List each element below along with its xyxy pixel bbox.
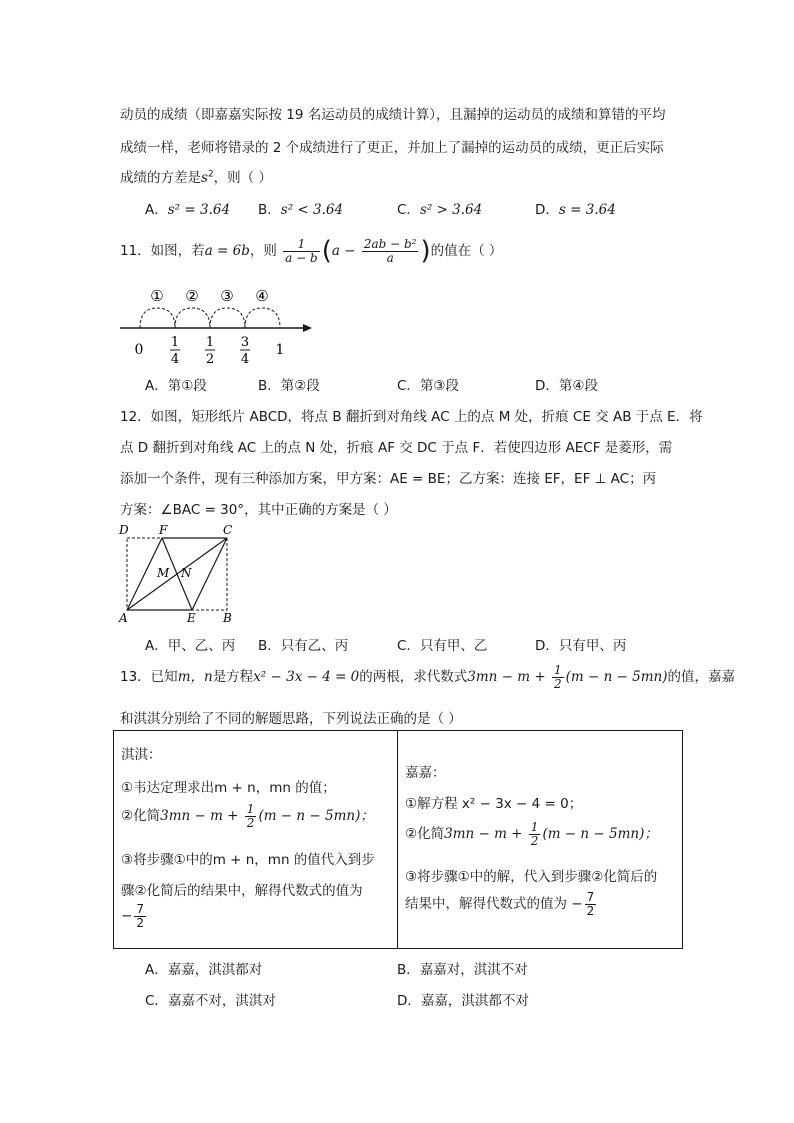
left-name: 淇淇：	[121, 747, 162, 763]
tick-three-quarter-den: 4	[240, 352, 250, 367]
left-step2: ②化简3mn − m + $\frac{1}{2}$ (m − n − 5mn)；	[121, 802, 374, 830]
label-D: D	[119, 523, 129, 537]
rectangle-figure	[115, 520, 245, 625]
segment-label-2: ②	[185, 287, 199, 305]
label-E: E	[187, 611, 196, 625]
right-step2: ②化简3mn − m + $\frac{1}{2}$ (m − n − 5mn)；	[405, 820, 658, 848]
left-step1: ①韦达定理求出m + n，mn 的值；	[121, 780, 336, 796]
q11-frac2: $\frac{\text{2ab − b²}}{a}$	[363, 236, 417, 265]
q10-line1: 动员的成绩（即嘉嘉实际按 19 名运动员的成绩计算），且漏掉的运动员的成绩和算错的平均	[120, 107, 666, 123]
q10-line2: 成绩一样，老师将错录的 2 个成绩进行了更正，并加上了漏掉的运动员的成绩，更正后实际	[120, 140, 664, 156]
q11-option-c[interactable]: C．第③段	[397, 378, 460, 394]
q11-option-d[interactable]: D．第④段	[535, 378, 599, 394]
q13-option-b[interactable]: B．嘉嘉对，淇淇不对	[397, 962, 528, 978]
left-answer: − $\frac{7}{2}$	[121, 902, 144, 930]
q12-line3: 添加一个条件，现有三种添加方案，甲方案：AE = BE；乙方案：连接 EF，EF ⊥ AC；丙	[120, 471, 657, 487]
q12-option-b[interactable]: B．只有乙、丙	[258, 638, 349, 654]
q11-frac1: $\frac{1}{a - b}$	[285, 236, 318, 265]
segment-label-3: ③	[220, 287, 234, 305]
q13-stem: 13．已知m，n是方程x² − 3x − 4 = 0的两根，求代数式3mn − m + $\frac{1}{2}$ (m − n − 5mn)的值，嘉嘉	[120, 663, 736, 691]
right-step1: ①解方程 x² − 3x − 4 = 0；	[405, 796, 583, 812]
tick-1: 1	[275, 342, 285, 358]
tick-0: 0	[134, 342, 144, 358]
q10-option-b[interactable]: B．s² < 3.64	[258, 202, 344, 218]
right-step4: 结果中，解得代数式的值为 − $\frac{7}{2}$	[405, 890, 595, 918]
q13-option-a[interactable]: A．嘉嘉，淇淇都对	[145, 962, 263, 978]
q10-option-c[interactable]: C．s² > 3.64	[397, 202, 483, 218]
left-step3: ③将步骤①中的m + n，mn 的值代入到步	[121, 852, 375, 868]
tick-half-den: 2	[205, 352, 215, 367]
label-C: C	[223, 523, 233, 537]
q12-option-c[interactable]: C．只有甲、乙	[397, 638, 488, 654]
q13-option-c[interactable]: C．嘉嘉不对，淇淇对	[145, 993, 276, 1009]
label-B: B	[223, 611, 232, 625]
q10-option-d[interactable]: D．s = 3.64	[535, 202, 616, 218]
q13-line2: 和淇淇分别给了不同的解题思路，下列说法正确的是（ ）	[120, 711, 462, 727]
q11-option-b[interactable]: B．第②段	[258, 378, 320, 394]
label-N: N	[181, 566, 192, 580]
q12-line4: 方案：∠BAC = 30°，其中正确的方案是（ ）	[120, 502, 397, 518]
right-step3: ③将步骤①中的解，代入到步骤②化简后的	[405, 869, 658, 885]
q12-option-a[interactable]: A．甲、乙、丙	[145, 638, 236, 654]
q11-option-a[interactable]: A．第①段	[145, 378, 207, 394]
right-name: 嘉嘉：	[405, 765, 446, 781]
q12-line1: 12．如图，矩形纸片 ABCD，将点 B 翻折到对角线 AC 上的点 M 处，折痕 CE 交 AB 于点 E．将	[120, 409, 703, 425]
label-A: A	[119, 611, 128, 625]
tick-quarter-den: 4	[170, 352, 180, 367]
label-M: M	[157, 566, 170, 580]
tick-quarter-num: 1	[170, 335, 180, 350]
table-divider	[397, 731, 398, 948]
segment-label-4: ④	[255, 287, 269, 305]
q13-option-d[interactable]: D．嘉嘉，淇淇都不对	[397, 993, 529, 1009]
solution-comparison-table	[113, 730, 683, 949]
label-F: F	[159, 523, 168, 537]
tick-three-quarter-num: 3	[240, 335, 250, 350]
q10-option-a[interactable]: A．s² = 3.64	[145, 202, 231, 218]
tick-half-num: 1	[205, 335, 215, 350]
left-step4: 骤②化简后的结果中，解得代数式的值为	[121, 883, 363, 899]
q12-line2: 点 D 翻折到对角线 AC 上的点 N 处，折痕 AF 交 DC 于点 F．若使四边形 AECF 是菱形，需	[120, 440, 673, 456]
q11-stem: 11．如图，若a = 6b，则 $\frac{1}{a - b}$ (a − $\frac{\text{2ab − b²}}{a}$ )的值在（ ）	[120, 236, 503, 266]
q12-option-d[interactable]: D．只有甲、丙	[535, 638, 627, 654]
number-line-figure	[115, 280, 325, 370]
segment-label-1: ①	[150, 287, 164, 305]
q10-line3: 成绩的方差是$s^2$，则（ ）	[120, 169, 272, 186]
